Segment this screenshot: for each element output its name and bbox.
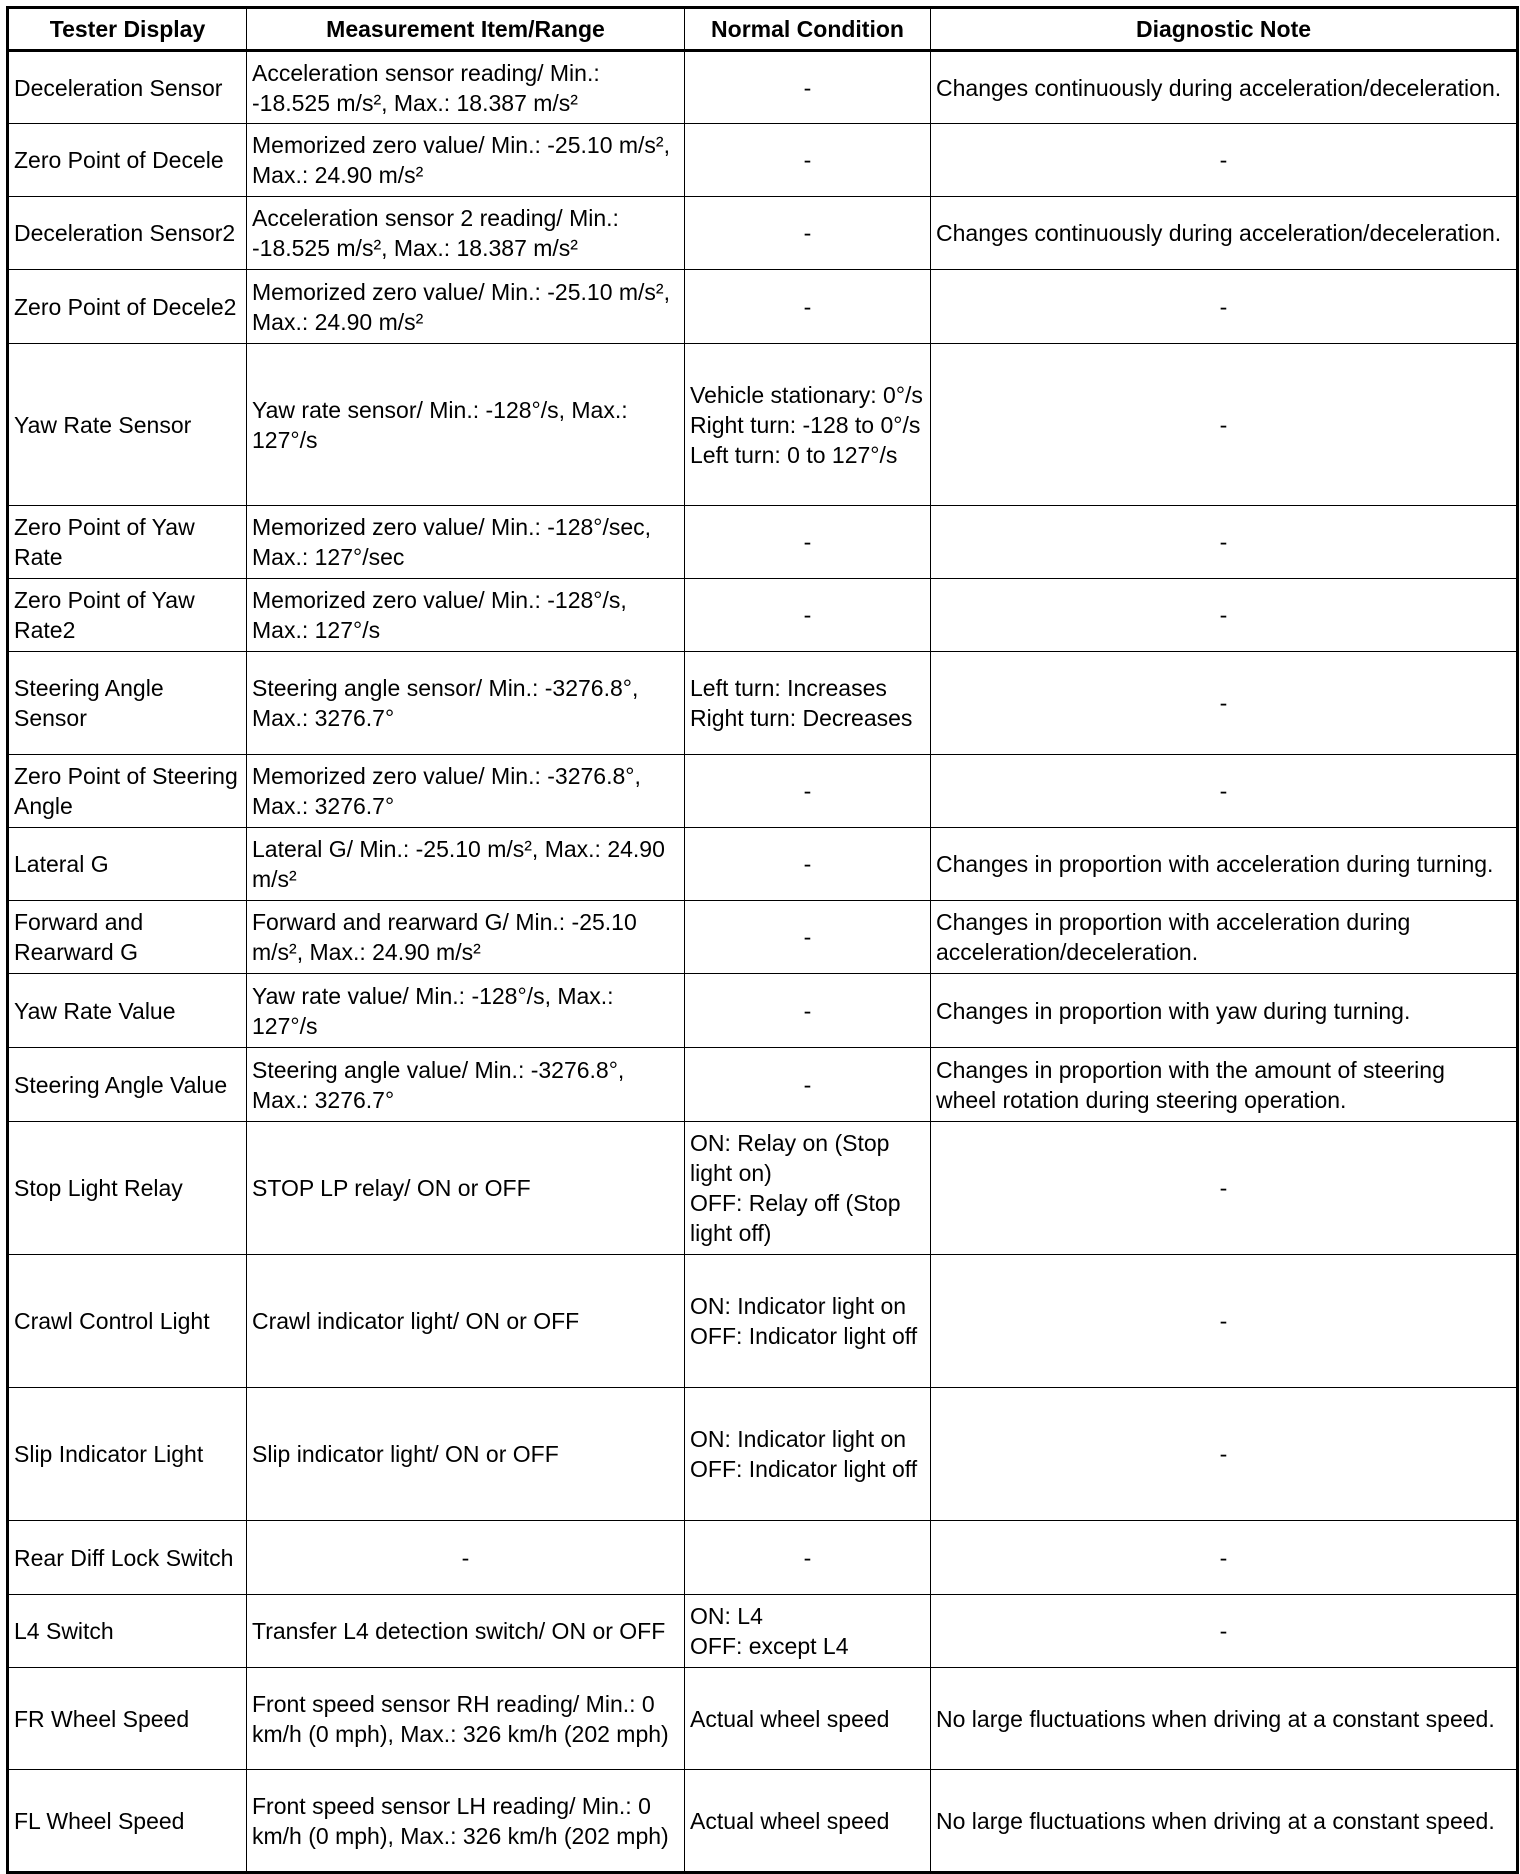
table-row [8,1770,1518,1873]
cell-tester-display: Zero Point of Yaw Rate [8,506,247,579]
cell-measurement-item: Yaw rate value/ Min.: -128°/s, Max.: 127°/s [247,974,685,1048]
table-row [8,828,1518,901]
cell-measurement-item: Forward and rearward G/ Min.: -25.10 m/s², Max.: 24.90 m/s² [247,901,685,974]
cell-tester-display: Zero Point of Steering Angle [8,755,247,828]
cell-normal-condition: Left turn: Increases Right turn: Decreases [685,652,931,755]
cell-tester-display: Slip Indicator Light [8,1388,247,1521]
cell-normal-condition: - [685,270,931,344]
cell-diagnostic-note: - [931,1521,1518,1595]
table-row [8,1048,1518,1122]
cell-normal-condition: - [685,579,931,652]
cell-tester-display: Steering Angle Value [8,1048,247,1122]
cell-diagnostic-note: Changes in proportion with acceleration during turning. [931,828,1518,901]
cell-tester-display: Yaw Rate Sensor [8,344,247,506]
cell-tester-display: FR Wheel Speed [8,1668,247,1770]
cell-normal-condition: - [685,124,931,197]
header-normal-condition: Normal Condition [685,8,931,51]
cell-measurement-item: Memorized zero value/ Min.: -128°/s, Max.: 127°/s [247,579,685,652]
table-row [8,1122,1518,1255]
cell-normal-condition: - [685,197,931,270]
table-row [8,652,1518,755]
cell-normal-condition: Vehicle stationary: 0°/s Right turn: -128 to 0°/s Left turn: 0 to 127°/s [685,344,931,506]
cell-measurement-item: STOP LP relay/ ON or OFF [247,1122,685,1255]
cell-measurement-item: Memorized zero value/ Min.: -25.10 m/s², Max.: 24.90 m/s² [247,124,685,197]
header-measurement-item: Measurement Item/Range [247,8,685,51]
cell-normal-condition: ON: L4 OFF: except L4 [685,1595,931,1668]
header-tester-display: Tester Display [8,8,247,51]
cell-tester-display: Deceleration Sensor [8,51,247,124]
cell-tester-display: FL Wheel Speed [8,1770,247,1873]
cell-measurement-item: Transfer L4 detection switch/ ON or OFF [247,1595,685,1668]
cell-normal-condition: - [685,1521,931,1595]
cell-tester-display: Zero Point of Decele2 [8,270,247,344]
cell-diagnostic-note: No large fluctuations when driving at a constant speed. [931,1668,1518,1770]
table-row [8,344,1518,506]
table-row [8,755,1518,828]
cell-tester-display: Yaw Rate Value [8,974,247,1048]
cell-diagnostic-note: - [931,755,1518,828]
table-row [8,51,1518,124]
cell-diagnostic-note: - [931,579,1518,652]
header-diagnostic-note: Diagnostic Note [931,8,1518,51]
cell-diagnostic-note: - [931,1595,1518,1668]
cell-measurement-item: Front speed sensor RH reading/ Min.: 0 km/h (0 mph), Max.: 326 km/h (202 mph) [247,1668,685,1770]
cell-measurement-item: Acceleration sensor 2 reading/ Min.: -18.525 m/s², Max.: 18.387 m/s² [247,197,685,270]
cell-normal-condition: - [685,51,931,124]
cell-normal-condition: - [685,828,931,901]
cell-diagnostic-note: Changes in proportion with acceleration during acceleration/deceleration. [931,901,1518,974]
cell-diagnostic-note: No large fluctuations when driving at a constant speed. [931,1770,1518,1873]
cell-tester-display: Zero Point of Decele [8,124,247,197]
cell-diagnostic-note: - [931,1255,1518,1388]
table-row [8,901,1518,974]
cell-diagnostic-note: Changes continuously during acceleration/deceleration. [931,51,1518,124]
cell-diagnostic-note: - [931,270,1518,344]
cell-measurement-item: Steering angle sensor/ Min.: -3276.8°, Max.: 3276.7° [247,652,685,755]
table-row [8,124,1518,197]
table-row [8,974,1518,1048]
cell-diagnostic-note: - [931,506,1518,579]
table-row [8,1521,1518,1595]
cell-measurement-item: Lateral G/ Min.: -25.10 m/s², Max.: 24.90 m/s² [247,828,685,901]
cell-normal-condition: ON: Relay on (Stop light on) OFF: Relay off (Stop light off) [685,1122,931,1255]
cell-measurement-item: Memorized zero value/ Min.: -25.10 m/s², Max.: 24.90 m/s² [247,270,685,344]
table-row [8,197,1518,270]
cell-measurement-item: Yaw rate sensor/ Min.: -128°/s, Max.: 127°/s [247,344,685,506]
cell-measurement-item: Crawl indicator light/ ON or OFF [247,1255,685,1388]
cell-diagnostic-note: Changes in proportion with yaw during turning. [931,974,1518,1048]
cell-tester-display: Zero Point of Yaw Rate2 [8,579,247,652]
cell-tester-display: Stop Light Relay [8,1122,247,1255]
cell-normal-condition: ON: Indicator light on OFF: Indicator light off [685,1255,931,1388]
table-row [8,579,1518,652]
header-row [8,8,1518,51]
cell-normal-condition: - [685,506,931,579]
cell-tester-display: Forward and Rearward G [8,901,247,974]
cell-measurement-item: Front speed sensor LH reading/ Min.: 0 km/h (0 mph), Max.: 326 km/h (202 mph) [247,1770,685,1873]
cell-diagnostic-note: - [931,652,1518,755]
cell-normal-condition: - [685,901,931,974]
data-list-table [6,6,1519,1874]
cell-normal-condition: - [685,755,931,828]
table-row [8,1388,1518,1521]
table-row [8,1668,1518,1770]
cell-tester-display: Crawl Control Light [8,1255,247,1388]
cell-normal-condition: - [685,1048,931,1122]
cell-tester-display: Steering Angle Sensor [8,652,247,755]
cell-diagnostic-note: Changes continuously during acceleration/deceleration. [931,197,1518,270]
cell-normal-condition: - [685,974,931,1048]
table-row [8,506,1518,579]
cell-measurement-item: Memorized zero value/ Min.: -128°/sec, Max.: 127°/sec [247,506,685,579]
cell-tester-display: L4 Switch [8,1595,247,1668]
table-row [8,1255,1518,1388]
cell-diagnostic-note: - [931,1122,1518,1255]
cell-normal-condition: Actual wheel speed [685,1770,931,1873]
table-row [8,1595,1518,1668]
cell-tester-display: Deceleration Sensor2 [8,197,247,270]
cell-diagnostic-note: Changes in proportion with the amount of steering wheel rotation during steering operation. [931,1048,1518,1122]
cell-diagnostic-note: - [931,344,1518,506]
table-row [8,270,1518,344]
cell-normal-condition: Actual wheel speed [685,1668,931,1770]
cell-tester-display: Rear Diff Lock Switch [8,1521,247,1595]
cell-diagnostic-note: - [931,124,1518,197]
cell-measurement-item: Steering angle value/ Min.: -3276.8°, Max.: 3276.7° [247,1048,685,1122]
cell-tester-display: Lateral G [8,828,247,901]
cell-measurement-item: - [247,1521,685,1595]
cell-normal-condition: ON: Indicator light on OFF: Indicator light off [685,1388,931,1521]
cell-measurement-item: Acceleration sensor reading/ Min.: -18.525 m/s², Max.: 18.387 m/s² [247,51,685,124]
cell-diagnostic-note: - [931,1388,1518,1521]
cell-measurement-item: Slip indicator light/ ON or OFF [247,1388,685,1521]
cell-measurement-item: Memorized zero value/ Min.: -3276.8°, Max.: 3276.7° [247,755,685,828]
